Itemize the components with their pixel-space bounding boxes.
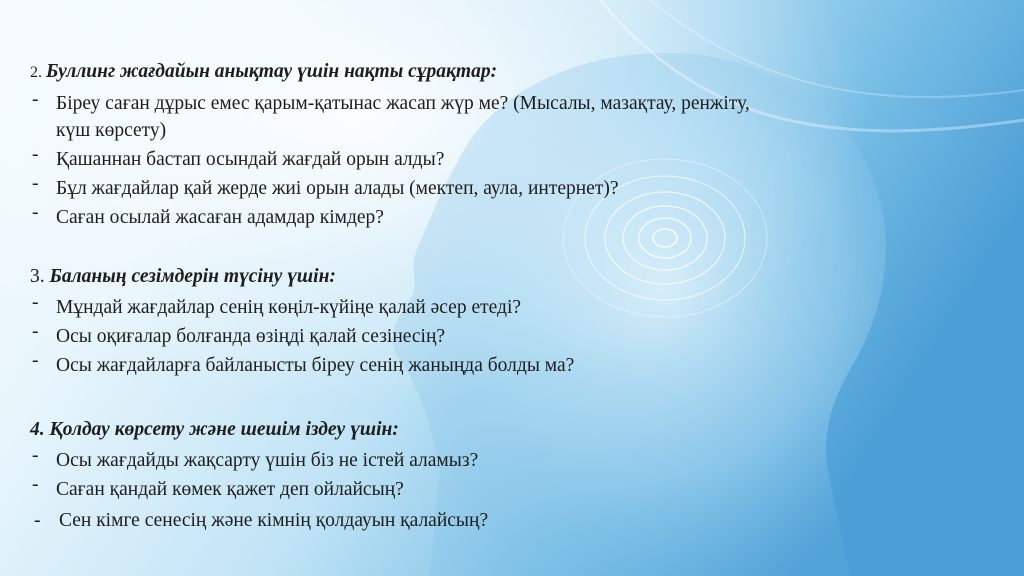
bullet-dash: - — [32, 202, 39, 223]
section-4-item-2: Саған қандай көмек қажет деп ойлайсың? — [56, 479, 404, 500]
section-3-item-2: Осы оқиғалар болғанда өзіңді қалай сезінесің? — [56, 326, 446, 347]
section-4-item-3: Сен кімге сенесің және кімнің қолдауын қалайсың? — [59, 510, 489, 531]
section-3-number: 3. — [30, 266, 50, 287]
bullet-dash: - — [32, 144, 39, 165]
section-3-item-1: Мұндай жағдайлар сенің көңіл-күйіңе қалай әсер етеді? — [56, 297, 522, 318]
bullet-dash: - — [34, 510, 41, 531]
section-2-item-4: Саған осылай жасаған адамдар кімдер? — [56, 207, 384, 228]
bullet-dash: - — [32, 350, 39, 371]
section-4-number: 4. — [30, 419, 50, 440]
bullet-dash: - — [32, 474, 39, 495]
bullet-dash: - — [32, 173, 39, 194]
bullet-dash: - — [32, 292, 39, 313]
section-3-heading — [30, 265, 336, 289]
section-2-heading — [30, 60, 497, 85]
section-2-item-2: Қашаннан бастап осындай жағдай орын алды? — [56, 149, 445, 170]
section-3-item-3: Осы жағдайларға байланысты біреу сенің жаныңда болды ма? — [56, 355, 575, 376]
section-2-item-1-cont: күш көрсету) — [56, 120, 167, 141]
section-3-title: Баланың сезімдерін түсіну үшін: — [49, 266, 336, 287]
section-2-item-3: Бұл жағдайлар қай жерде жиі орын алады (мектеп, аула, интернет)? — [56, 178, 619, 199]
section-2-number: 2. — [30, 64, 46, 81]
section-4-title: Қолдау көрсету және шешім іздеу үшін: — [49, 419, 399, 440]
bullet-dash: - — [32, 445, 39, 466]
bullet-dash: - — [32, 89, 39, 110]
section-2-item-1: Біреу саған дұрыс емес қарым-қатынас жасап жүр ме? (Мысалы, мазақтау, ренжіту, — [56, 93, 750, 114]
bullet-dash: - — [32, 321, 39, 342]
section-4-heading — [30, 418, 399, 442]
section-2-title: Буллинг жағдайын анықтау үшін нақты сұрақтар: — [46, 61, 498, 82]
section-4-item-1: Осы жағдайды жақсарту үшін біз не істей аламыз? — [56, 450, 479, 471]
